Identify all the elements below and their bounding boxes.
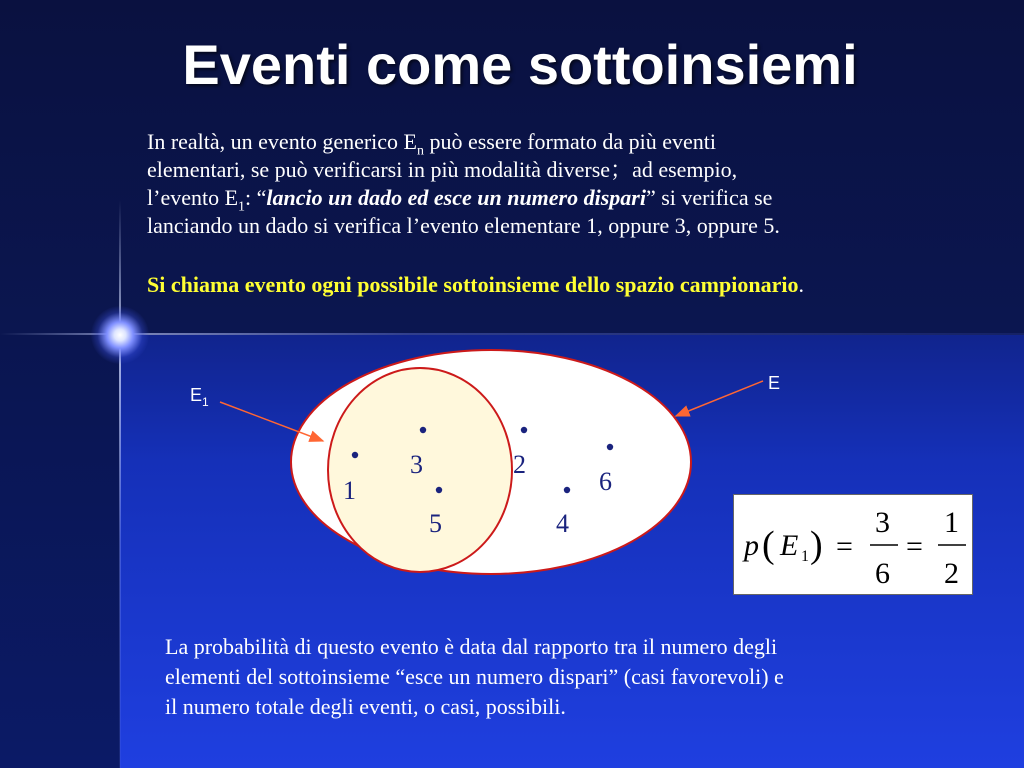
bottom-line-3: il numero totale degli eventi, o casi, possibili. [165,694,566,719]
intro-line-4: lanciando un dado si verifica l’evento elementare 1, oppure 3, oppure 5. [147,213,780,238]
formula-svg [734,495,972,594]
element-1: 1 [343,476,356,505]
bottom-line-1: La probabilità di questo evento è data dal rapporto tra il numero degli [165,634,778,659]
formula-num2: 1 [944,506,959,539]
element-3: 3 [410,450,423,479]
label-e1: $E_1$ [190,385,209,409]
dot-6 [607,444,613,450]
slide-title: Eventi come sottoinsiemi [182,33,858,96]
formula-den1: 6 [875,557,890,590]
element-4: 4 [556,509,569,538]
formula-den2: 2 [944,557,959,590]
arrow-e [676,381,763,416]
element-6: 6 [599,467,612,496]
formula-rparen: ) [810,524,823,566]
intro-line-2: elementari, se può verificarsi in più modalità diverse；ad esempio, [147,157,738,182]
probability-formula [733,494,973,595]
intro-line-1: In realtà, un evento generico $E_n$ può essere formato da più eventi [147,129,716,159]
label-e: E [768,373,781,393]
dot-3 [420,427,426,433]
dot-1 [352,452,358,458]
intro-line-3: l’evento $E_1$: “lancio un dado ed esce un numero dispari” si verifica se [147,185,773,215]
bottom-paragraph [165,632,985,722]
dot-5 [436,487,442,493]
element-2: 2 [513,450,526,479]
formula-sub: 1 [801,548,809,565]
formula-e: E [780,529,799,562]
dot-2 [521,427,527,433]
element-5: 5 [429,509,442,538]
formula-eq1: = [836,530,853,563]
definition-highlight: Si chiama evento ogni possibile sottoinsieme dello spazio campionario. [147,272,804,297]
bottom-line-2: elementi del sottoinsieme “esce un numero dispari” (casi favorevoli) e [165,664,784,689]
formula-lparen: ( [762,524,775,566]
formula-num1: 3 [875,506,890,539]
dot-4 [564,487,570,493]
formula-eq2: = [906,530,923,563]
formula-p: p [744,529,759,562]
